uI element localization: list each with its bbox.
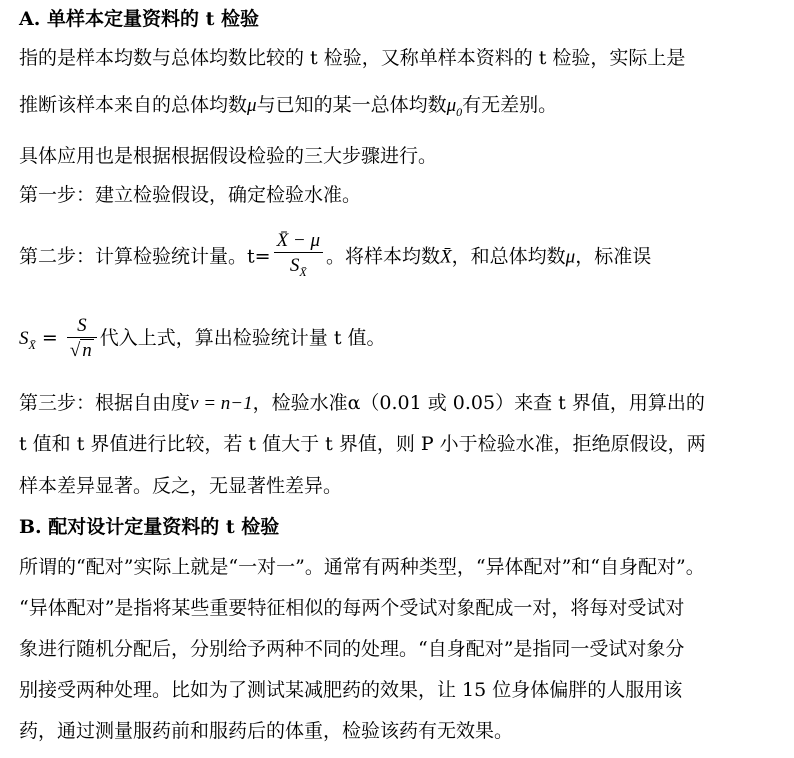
se-denominator <box>67 338 97 364</box>
section-b-line3: 象进行随机分配后，分别给予两种不同的处理。“自身配对”是指同一受试对象分 <box>19 638 685 660</box>
step2-post: ，标准误 <box>575 245 652 268</box>
se-lhs-base: S <box>19 328 29 349</box>
section-b-line2: “异体配对”是指将某些重要特征相似的每两个受试对象配成一对，将每对受试对 <box>19 597 685 619</box>
se-radicand: n <box>82 339 92 361</box>
section-a-para2: 具体应用也是根据根据假设检验的三大步骤进行。 <box>19 145 438 167</box>
mu-symbol: μ <box>565 246 576 268</box>
text: 有无差别。 <box>462 94 558 116</box>
text: 推断该样本来自的总体均数 <box>19 94 248 116</box>
section-b-line4: 别接受两种处理。比如为了测试某减肥药的效果，让 15 位身体偏胖的人服用该 <box>19 679 683 701</box>
t-denominator <box>274 253 323 285</box>
step3-pre: 第三步：根据自由度 <box>19 392 191 414</box>
nu-expression: ν = n−1 <box>190 393 253 414</box>
step3-line2: t 值和 t 界值进行比较，若 t 值大于 t 界值，则 P 小于检验水准，拒绝原假设，两 <box>19 433 706 455</box>
standard-error-line <box>19 312 386 371</box>
step3-line1 <box>19 390 705 417</box>
step1: 第一步：建立检验假设，确定检验水准。 <box>19 184 362 206</box>
se-formula <box>67 315 97 364</box>
t-den-sub: X̄ <box>299 264 307 279</box>
step3-line3: 样本差异显著。反之，无显著性差异。 <box>19 475 343 497</box>
se-post: 代入上式，算出检验统计量 t 值。 <box>99 327 386 349</box>
se-numerator: S <box>67 315 97 338</box>
t-numerator: X̄ − μ <box>274 230 323 253</box>
step2-mid2: ，和总体均数 <box>451 245 566 268</box>
se-lhs-sub: X̄ <box>28 337 36 352</box>
section-b-heading: B. 配对设计定量资料的 t 检验 <box>19 516 280 538</box>
se-lhs <box>19 328 36 352</box>
mu0-base: μ <box>446 95 457 116</box>
se-equals: = <box>35 327 64 349</box>
section-a-heading: A. 单样本定量资料的 t 检验 <box>19 8 259 30</box>
section-b-line5: 药，通过测量服药前和服药后的体重，检验该药有无效果。 <box>19 720 514 742</box>
sqrt-symbol: √ n <box>69 339 92 361</box>
step3-post: ，检验水准α（0.01 或 0.05）来查 t 界值，用算出的 <box>252 392 705 414</box>
mu0-sub: 0 <box>456 104 463 119</box>
section-a-para1-line1: 指的是样本均数与总体均数比较的 t 检验，又称单样本资料的 t 检验，实际上是 <box>19 47 686 69</box>
section-b-line1: 所谓的“配对”实际上就是“一对一”。通常有两种类型，“异体配对”和“自身配对”。 <box>19 556 705 578</box>
step2-mid: 。将样本均数 <box>326 245 441 268</box>
mu0-symbol <box>446 95 463 119</box>
step2-pre: 第二步：计算检验统计量。t= <box>19 245 271 268</box>
xbar-symbol: X̄ <box>440 246 452 268</box>
text: 与已知的某一总体均数 <box>256 94 447 116</box>
section-a-para1-line2 <box>19 92 557 125</box>
t-formula <box>274 230 323 285</box>
t-den-base: S <box>289 255 300 276</box>
step2 <box>19 230 651 285</box>
mu-symbol: μ <box>247 95 257 116</box>
